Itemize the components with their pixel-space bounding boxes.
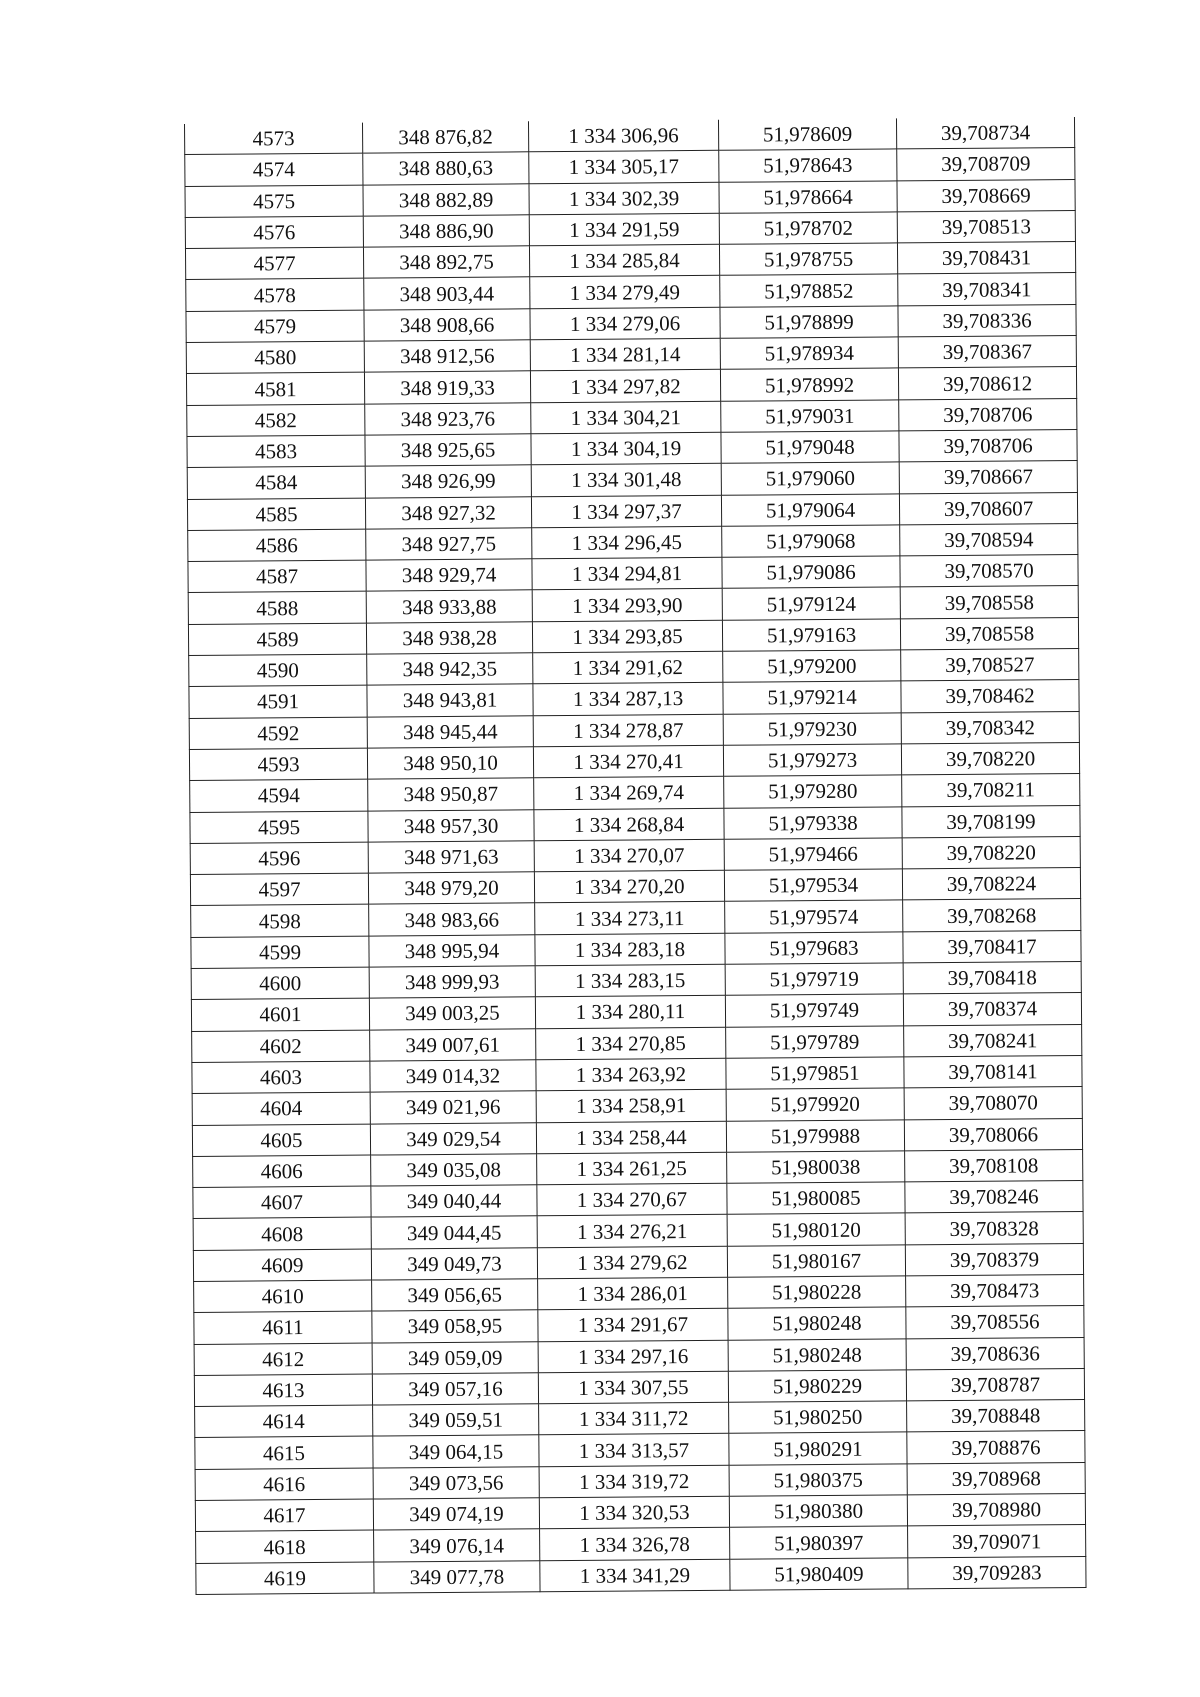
- longitude-cell: 39,708612: [898, 367, 1076, 400]
- x-coordinate-cell: 348 912,56: [364, 340, 530, 373]
- latitude-cell: 51,978702: [719, 212, 897, 245]
- point-number-cell: 4609: [193, 1249, 371, 1282]
- point-number-cell: 4599: [191, 936, 369, 969]
- y-coordinate-cell: 1 334 270,67: [537, 1183, 727, 1216]
- latitude-cell: 51,979988: [726, 1119, 904, 1152]
- latitude-cell: 51,978992: [720, 368, 898, 401]
- point-number-cell: 4577: [185, 247, 363, 280]
- point-number-cell: 4618: [196, 1530, 374, 1563]
- y-coordinate-cell: 1 334 294,81: [532, 557, 722, 590]
- y-coordinate-cell: 1 334 273,11: [535, 902, 725, 935]
- latitude-cell: 51,980291: [729, 1432, 907, 1465]
- longitude-cell: 39,708669: [897, 179, 1075, 212]
- x-coordinate-cell: 349 021,96: [370, 1091, 536, 1124]
- latitude-cell: 51,979851: [726, 1057, 904, 1090]
- latitude-cell: 51,978852: [720, 274, 898, 307]
- longitude-cell: 39,708968: [907, 1462, 1085, 1495]
- point-number-cell: 4591: [189, 685, 367, 718]
- x-coordinate-cell: 348 971,63: [368, 841, 534, 874]
- point-number-cell: 4582: [187, 404, 365, 437]
- longitude-cell: 39,708848: [907, 1400, 1085, 1433]
- point-number-cell: 4593: [189, 748, 367, 781]
- point-number-cell: 4614: [195, 1405, 373, 1438]
- longitude-cell: 39,709283: [908, 1556, 1086, 1589]
- y-coordinate-cell: 1 334 281,14: [530, 338, 720, 371]
- longitude-cell: 39,708876: [907, 1431, 1085, 1464]
- y-coordinate-cell: 1 334 306,96: [528, 120, 718, 152]
- point-number-cell: 4585: [187, 498, 365, 531]
- latitude-cell: 51,979920: [726, 1088, 904, 1121]
- point-number-cell: 4595: [190, 811, 368, 844]
- point-number-cell: 4581: [186, 372, 364, 405]
- longitude-cell: 39,708066: [904, 1118, 1082, 1151]
- x-coordinate-cell: 349 064,15: [373, 1435, 539, 1468]
- longitude-cell: 39,708418: [903, 961, 1081, 994]
- y-coordinate-cell: 1 334 297,82: [530, 370, 720, 403]
- y-coordinate-cell: 1 334 280,11: [535, 996, 725, 1029]
- x-coordinate-cell: 349 074,19: [373, 1498, 539, 1531]
- point-number-cell: 4604: [192, 1092, 370, 1125]
- y-coordinate-cell: 1 334 326,78: [540, 1528, 730, 1561]
- latitude-cell: 51,979048: [721, 431, 899, 464]
- latitude-cell: 51,980085: [727, 1182, 905, 1215]
- latitude-cell: 51,980120: [727, 1213, 905, 1246]
- latitude-cell: 51,979719: [725, 963, 903, 996]
- point-number-cell: 4601: [191, 998, 369, 1031]
- longitude-cell: 39,708070: [904, 1087, 1082, 1120]
- x-coordinate-cell: 349 035,08: [371, 1154, 537, 1187]
- y-coordinate-cell: 1 334 304,21: [531, 401, 721, 434]
- longitude-cell: 39,708246: [905, 1181, 1083, 1214]
- longitude-cell: 39,708199: [902, 805, 1080, 838]
- point-number-cell: 4588: [188, 592, 366, 625]
- x-coordinate-cell: 348 938,28: [366, 622, 532, 655]
- longitude-cell: 39,708367: [898, 336, 1076, 369]
- latitude-cell: 51,979031: [721, 400, 899, 433]
- point-number-cell: 4616: [195, 1468, 373, 1501]
- point-number-cell: 4602: [192, 1030, 370, 1063]
- longitude-cell: 39,708462: [901, 680, 1079, 713]
- x-coordinate-cell: 348 933,88: [366, 590, 532, 623]
- table-row: [196, 1556, 1086, 1594]
- y-coordinate-cell: 1 334 313,57: [539, 1434, 729, 1467]
- latitude-cell: 51,979534: [724, 869, 902, 902]
- latitude-cell: 51,978643: [719, 149, 897, 182]
- point-number-cell: 4579: [186, 310, 364, 343]
- x-coordinate-cell: 349 077,78: [374, 1560, 540, 1593]
- point-number-cell: 4590: [189, 654, 367, 687]
- y-coordinate-cell: 1 334 270,41: [533, 745, 723, 778]
- latitude-cell: 51,978664: [719, 180, 897, 213]
- x-coordinate-cell: 349 059,09: [372, 1341, 538, 1374]
- point-number-cell: 4596: [190, 842, 368, 875]
- y-coordinate-cell: 1 334 287,13: [533, 683, 723, 716]
- latitude-cell: 51,978609: [718, 118, 896, 150]
- latitude-cell: 51,979466: [724, 838, 902, 871]
- longitude-cell: 39,708241: [904, 1024, 1082, 1057]
- x-coordinate-cell: 348 926,99: [365, 465, 531, 498]
- point-number-cell: 4605: [192, 1124, 370, 1157]
- longitude-cell: 39,708667: [899, 461, 1077, 494]
- y-coordinate-cell: 1 334 258,91: [536, 1089, 726, 1122]
- latitude-cell: 51,980229: [728, 1370, 906, 1403]
- latitude-cell: 51,979068: [722, 525, 900, 558]
- latitude-cell: 51,979574: [725, 900, 903, 933]
- x-coordinate-cell: 348 880,63: [363, 152, 529, 185]
- y-coordinate-cell: 1 334 283,18: [535, 933, 725, 966]
- latitude-cell: 51,979200: [723, 650, 901, 683]
- x-coordinate-cell: 348 886,90: [363, 215, 529, 248]
- x-coordinate-cell: 349 003,25: [369, 997, 535, 1030]
- longitude-cell: 39,708636: [906, 1337, 1084, 1370]
- longitude-cell: 39,708706: [899, 429, 1077, 462]
- y-coordinate-cell: 1 334 301,48: [531, 464, 721, 497]
- x-coordinate-cell: 348 983,66: [369, 903, 535, 936]
- latitude-cell: 51,979789: [726, 1025, 904, 1058]
- latitude-cell: 51,979749: [725, 994, 903, 1027]
- point-number-cell: 4576: [185, 216, 363, 249]
- x-coordinate-cell: 348 942,35: [367, 653, 533, 686]
- x-coordinate-cell: 348 979,20: [368, 872, 534, 905]
- latitude-cell: 51,980167: [727, 1245, 905, 1278]
- point-number-cell: 4607: [193, 1186, 371, 1219]
- latitude-cell: 51,979338: [724, 806, 902, 839]
- x-coordinate-cell: 349 059,51: [373, 1404, 539, 1437]
- x-coordinate-cell: 348 927,75: [366, 528, 532, 561]
- longitude-cell: 39,708570: [900, 555, 1078, 588]
- y-coordinate-cell: 1 334 279,06: [530, 307, 720, 340]
- latitude-cell: 51,978755: [719, 243, 897, 276]
- longitude-cell: 39,708328: [905, 1212, 1083, 1245]
- latitude-cell: 51,979214: [723, 681, 901, 714]
- x-coordinate-cell: 348 908,66: [364, 309, 530, 342]
- x-coordinate-cell: 348 925,65: [365, 434, 531, 467]
- latitude-cell: 51,980228: [728, 1276, 906, 1309]
- x-coordinate-cell: 348 950,87: [368, 778, 534, 811]
- point-number-cell: 4613: [194, 1374, 372, 1407]
- y-coordinate-cell: 1 334 278,87: [533, 714, 723, 747]
- x-coordinate-cell: 349 014,32: [370, 1060, 536, 1093]
- y-coordinate-cell: 1 334 320,53: [539, 1496, 729, 1529]
- y-coordinate-cell: 1 334 304,19: [531, 432, 721, 465]
- x-coordinate-cell: 348 927,32: [365, 496, 531, 529]
- x-coordinate-cell: 349 044,45: [371, 1216, 537, 1249]
- longitude-cell: 39,708734: [896, 117, 1074, 149]
- x-coordinate-cell: 349 040,44: [371, 1185, 537, 1218]
- point-number-cell: 4606: [193, 1155, 371, 1188]
- y-coordinate-cell: 1 334 261,25: [537, 1152, 727, 1185]
- x-coordinate-cell: 348 999,93: [369, 966, 535, 999]
- longitude-cell: 39,708473: [906, 1274, 1084, 1307]
- point-number-cell: 4594: [190, 779, 368, 812]
- point-number-cell: 4580: [186, 341, 364, 374]
- longitude-cell: 39,708558: [900, 586, 1078, 619]
- coordinates-table: [184, 117, 1087, 1595]
- longitude-cell: 39,709071: [908, 1525, 1086, 1558]
- x-coordinate-cell: 348 929,74: [366, 559, 532, 592]
- longitude-cell: 39,708220: [901, 742, 1079, 775]
- point-number-cell: 4610: [194, 1280, 372, 1313]
- y-coordinate-cell: 1 334 283,15: [535, 964, 725, 997]
- y-coordinate-cell: 1 334 286,01: [538, 1277, 728, 1310]
- y-coordinate-cell: 1 334 258,44: [536, 1121, 726, 1154]
- y-coordinate-cell: 1 334 263,92: [536, 1058, 726, 1091]
- latitude-cell: 51,980250: [729, 1401, 907, 1434]
- y-coordinate-cell: 1 334 293,85: [532, 620, 722, 653]
- x-coordinate-cell: 349 029,54: [370, 1122, 536, 1155]
- longitude-cell: 39,708709: [897, 148, 1075, 181]
- point-number-cell: 4608: [193, 1217, 371, 1250]
- point-number-cell: 4578: [186, 279, 364, 312]
- coordinates-table-body: [184, 117, 1086, 1594]
- point-number-cell: 4619: [196, 1562, 374, 1595]
- longitude-cell: 39,708341: [898, 273, 1076, 306]
- longitude-cell: 39,708141: [904, 1055, 1082, 1088]
- longitude-cell: 39,708379: [905, 1243, 1083, 1276]
- y-coordinate-cell: 1 334 302,39: [529, 182, 719, 215]
- point-number-cell: 4612: [194, 1343, 372, 1376]
- y-coordinate-cell: 1 334 268,84: [534, 808, 724, 841]
- latitude-cell: 51,979163: [722, 619, 900, 652]
- x-coordinate-cell: 349 073,56: [373, 1467, 539, 1500]
- point-number-cell: 4587: [188, 560, 366, 593]
- y-coordinate-cell: 1 334 270,85: [536, 1027, 726, 1060]
- longitude-cell: 39,708268: [903, 899, 1081, 932]
- x-coordinate-cell: 348 945,44: [367, 715, 533, 748]
- longitude-cell: 39,708211: [902, 774, 1080, 807]
- longitude-cell: 39,708224: [902, 868, 1080, 901]
- longitude-cell: 39,708431: [897, 242, 1075, 275]
- latitude-cell: 51,979280: [724, 775, 902, 808]
- point-number-cell: 4598: [191, 904, 369, 937]
- latitude-cell: 51,980397: [730, 1526, 908, 1559]
- point-number-cell: 4589: [188, 623, 366, 656]
- y-coordinate-cell: 1 334 305,17: [529, 151, 719, 184]
- point-number-cell: 4597: [190, 873, 368, 906]
- x-coordinate-cell: 348 957,30: [368, 809, 534, 842]
- longitude-cell: 39,708558: [900, 617, 1078, 650]
- latitude-cell: 51,980038: [727, 1151, 905, 1184]
- latitude-cell: 51,980375: [729, 1464, 907, 1497]
- y-coordinate-cell: 1 334 269,74: [534, 777, 724, 810]
- longitude-cell: 39,708607: [899, 492, 1077, 525]
- point-number-cell: 4615: [195, 1437, 373, 1470]
- point-number-cell: 4583: [187, 435, 365, 468]
- x-coordinate-cell: 348 882,89: [363, 183, 529, 216]
- y-coordinate-cell: 1 334 270,20: [534, 870, 724, 903]
- longitude-cell: 39,708594: [900, 523, 1078, 556]
- longitude-cell: 39,708706: [899, 398, 1077, 431]
- x-coordinate-cell: 348 943,81: [367, 684, 533, 717]
- x-coordinate-cell: 348 892,75: [363, 246, 529, 279]
- point-number-cell: 4586: [188, 529, 366, 562]
- x-coordinate-cell: 348 876,82: [362, 121, 528, 153]
- latitude-cell: 51,979086: [722, 556, 900, 589]
- point-number-cell: 4617: [195, 1499, 373, 1532]
- latitude-cell: 51,980380: [729, 1495, 907, 1528]
- latitude-cell: 51,979060: [721, 462, 899, 495]
- y-coordinate-cell: 1 334 285,84: [529, 244, 719, 277]
- longitude-cell: 39,708417: [903, 930, 1081, 963]
- y-coordinate-cell: 1 334 297,16: [538, 1340, 728, 1373]
- point-number-cell: 4603: [192, 1061, 370, 1094]
- y-coordinate-cell: 1 334 276,21: [537, 1215, 727, 1248]
- x-coordinate-cell: 349 058,95: [372, 1310, 538, 1343]
- y-coordinate-cell: 1 334 311,72: [539, 1402, 729, 1435]
- point-number-cell: 4584: [187, 466, 365, 499]
- y-coordinate-cell: 1 334 279,49: [530, 276, 720, 309]
- x-coordinate-cell: 349 057,16: [372, 1373, 538, 1406]
- y-coordinate-cell: 1 334 297,37: [531, 495, 721, 528]
- latitude-cell: 51,979273: [723, 744, 901, 777]
- point-number-cell: 4574: [185, 153, 363, 186]
- point-number-cell: 4575: [185, 185, 363, 218]
- y-coordinate-cell: 1 334 291,59: [529, 213, 719, 246]
- longitude-cell: 39,708374: [903, 993, 1081, 1026]
- latitude-cell: 51,980248: [728, 1338, 906, 1371]
- y-coordinate-cell: 1 334 291,62: [533, 651, 723, 684]
- y-coordinate-cell: 1 334 279,62: [537, 1246, 727, 1279]
- x-coordinate-cell: 348 995,94: [369, 934, 535, 967]
- longitude-cell: 39,708527: [901, 649, 1079, 682]
- x-coordinate-cell: 349 007,61: [370, 1028, 536, 1061]
- longitude-cell: 39,708336: [898, 304, 1076, 337]
- longitude-cell: 39,708513: [897, 210, 1075, 243]
- latitude-cell: 51,979683: [725, 932, 903, 965]
- x-coordinate-cell: 349 049,73: [371, 1247, 537, 1280]
- x-coordinate-cell: 348 903,44: [364, 277, 530, 310]
- y-coordinate-cell: 1 334 293,90: [532, 589, 722, 622]
- latitude-cell: 51,978899: [720, 306, 898, 339]
- point-number-cell: 4611: [194, 1311, 372, 1344]
- y-coordinate-cell: 1 334 319,72: [539, 1465, 729, 1498]
- longitude-cell: 39,708220: [902, 836, 1080, 869]
- x-coordinate-cell: 348 919,33: [364, 371, 530, 404]
- longitude-cell: 39,708556: [906, 1306, 1084, 1339]
- longitude-cell: 39,708108: [905, 1149, 1083, 1182]
- x-coordinate-cell: 349 056,65: [372, 1279, 538, 1312]
- y-coordinate-cell: 1 334 291,67: [538, 1309, 728, 1342]
- point-number-cell: 4592: [189, 717, 367, 750]
- point-number-cell: 4573: [184, 123, 362, 155]
- x-coordinate-cell: 348 950,10: [367, 747, 533, 780]
- latitude-cell: 51,979124: [722, 587, 900, 620]
- latitude-cell: 51,979064: [721, 493, 899, 526]
- x-coordinate-cell: 349 076,14: [374, 1529, 540, 1562]
- longitude-cell: 39,708980: [907, 1494, 1085, 1527]
- y-coordinate-cell: 1 334 270,07: [534, 839, 724, 872]
- latitude-cell: 51,980248: [728, 1307, 906, 1340]
- y-coordinate-cell: 1 334 296,45: [532, 526, 722, 559]
- latitude-cell: 51,980409: [730, 1558, 908, 1591]
- y-coordinate-cell: 1 334 341,29: [540, 1559, 730, 1592]
- y-coordinate-cell: 1 334 307,55: [538, 1371, 728, 1404]
- point-number-cell: 4600: [191, 967, 369, 1000]
- longitude-cell: 39,708342: [901, 711, 1079, 744]
- latitude-cell: 51,979230: [723, 713, 901, 746]
- x-coordinate-cell: 348 923,76: [365, 402, 531, 435]
- latitude-cell: 51,978934: [720, 337, 898, 370]
- longitude-cell: 39,708787: [906, 1368, 1084, 1401]
